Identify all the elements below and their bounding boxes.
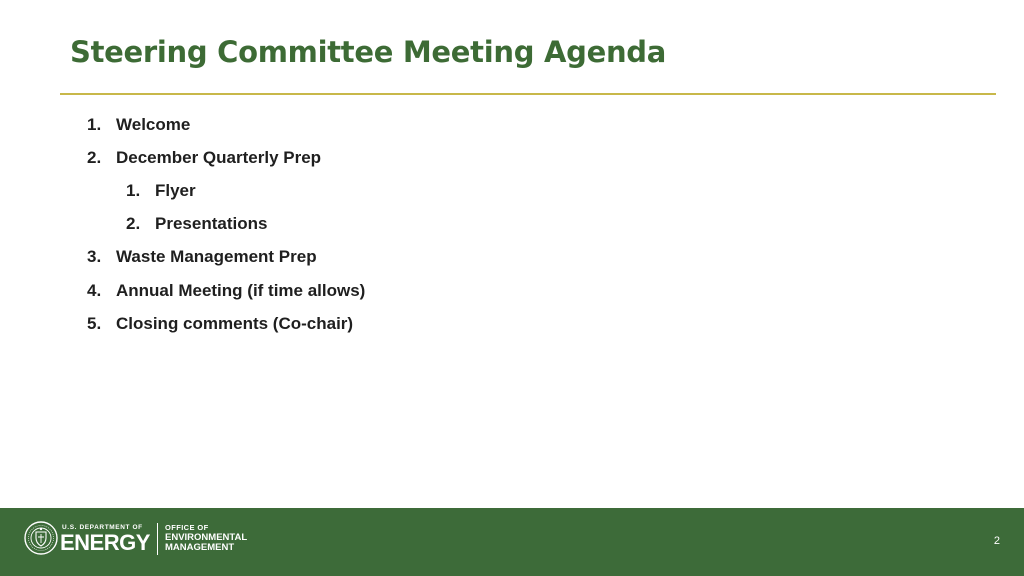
logo-divider (157, 523, 158, 555)
logo-office-line1: OFFICE OF (165, 523, 209, 532)
logo-dept-line: U.S. DEPARTMENT OF (62, 524, 143, 531)
agenda-item-number: 2. (87, 148, 102, 167)
agenda-item-number: 5. (87, 314, 102, 333)
agenda-item-text: Closing comments (Co-chair) (116, 314, 354, 333)
logo-office-line2: ENVIRONMENTAL (165, 532, 248, 543)
agenda-item-welcome (87, 110, 190, 140)
logo-dept-name: ENERGY (60, 530, 150, 555)
agenda-item-text: December Quarterly Prep (116, 148, 322, 167)
agenda-item-waste-management-prep (87, 242, 317, 272)
logo-office-line3: MANAGEMENT (165, 542, 235, 553)
agenda-subitem-presentations (126, 209, 267, 239)
slide-title: Steering Committee Meeting Agenda (70, 35, 667, 69)
footer-bar (0, 508, 1024, 576)
agenda-item-annual-meeting (87, 276, 365, 306)
agenda-item-text: Welcome (116, 115, 191, 134)
agenda-item-number: 1. (126, 181, 141, 200)
page-number: 2 (993, 535, 1000, 547)
agenda-item-text: Waste Management Prep (116, 247, 317, 266)
agenda-item-text: Presentations (155, 214, 268, 233)
logo-office-name (165, 523, 247, 553)
title-divider (60, 93, 996, 95)
agenda-item-number: 1. (87, 115, 102, 134)
agenda-item-closing-comments (87, 309, 353, 339)
agenda-subitem-flyer (126, 176, 196, 206)
agenda-item-number: 2. (126, 214, 141, 233)
agenda-item-number: 4. (87, 281, 102, 300)
agenda-item-text: Annual Meeting (if time allows) (116, 281, 366, 300)
agenda-item-text: Flyer (155, 181, 196, 200)
doe-seal-icon (24, 521, 58, 555)
agenda-item-number: 3. (87, 247, 102, 266)
agenda-item-december-quarterly-prep (87, 143, 321, 173)
